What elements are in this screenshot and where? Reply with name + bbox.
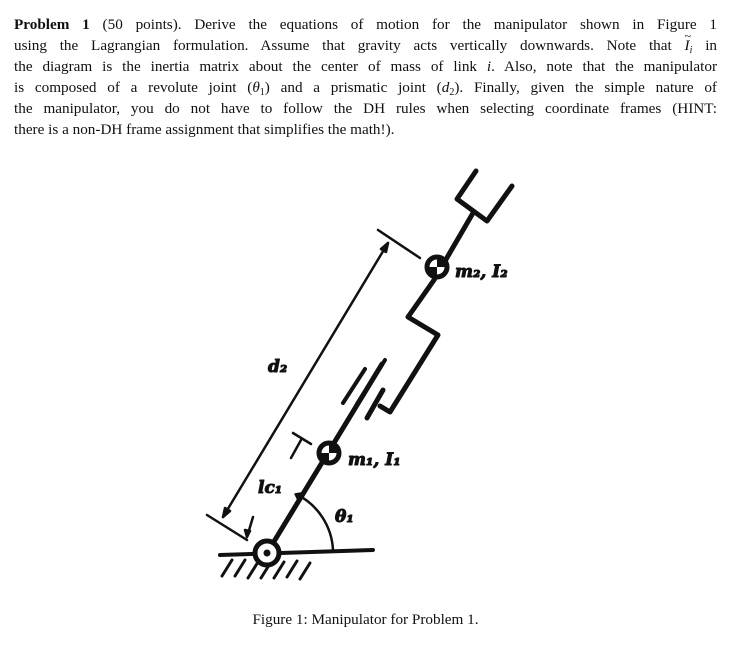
lc1-label: lc₁ xyxy=(258,478,283,498)
d: d xyxy=(441,79,450,96)
com-marker-2 xyxy=(427,257,447,277)
link-2 xyxy=(367,213,473,418)
points: (50 points). xyxy=(102,16,182,33)
d2-dimension xyxy=(207,230,420,540)
text: the manipulator, you do not have to follow the DH rules when selecting coordinate frames (HINT: xyxy=(14,100,717,117)
theta1-arc xyxy=(298,495,333,550)
text: is composed of a revolute joint ( xyxy=(14,79,253,96)
com-marker-1 xyxy=(319,443,339,463)
subscript: 2 xyxy=(449,87,455,98)
text: there is a non-DH frame assignment that simplifies the math!). xyxy=(14,121,395,138)
link-index: i xyxy=(486,58,492,75)
base-joint xyxy=(255,541,279,565)
problem-heading: Problem 1 xyxy=(14,16,90,33)
gripper xyxy=(457,171,512,221)
text: the diagram is the inertia matrix about the center of mass of link xyxy=(14,58,478,75)
theta: θ xyxy=(252,79,260,96)
m1-label: m₁, I₁ xyxy=(348,450,401,470)
text: ) and a prismatic joint ( xyxy=(264,79,442,96)
text: using the Lagrangian formulation. Assume that gravity acts vertically downwards. Note that xyxy=(14,37,672,54)
text: in xyxy=(705,37,718,54)
subscript: i xyxy=(689,45,693,56)
ground xyxy=(220,550,373,579)
text: . Also, note that the manipulator xyxy=(491,58,717,75)
subscript: 1 xyxy=(259,87,265,98)
figure-caption: Figure 1: Manipulator for Problem 1. xyxy=(252,611,479,628)
theta1-label: θ₁ xyxy=(335,507,354,527)
symbol: I xyxy=(684,37,690,54)
text: ). Finally, given the simple nature of xyxy=(454,79,717,96)
text: Derive the equations of motion for the manipulator shown in Figure 1 xyxy=(194,16,718,33)
d2-label: d₂ xyxy=(268,357,288,377)
m2-label: m₂, I₂ xyxy=(455,262,508,282)
